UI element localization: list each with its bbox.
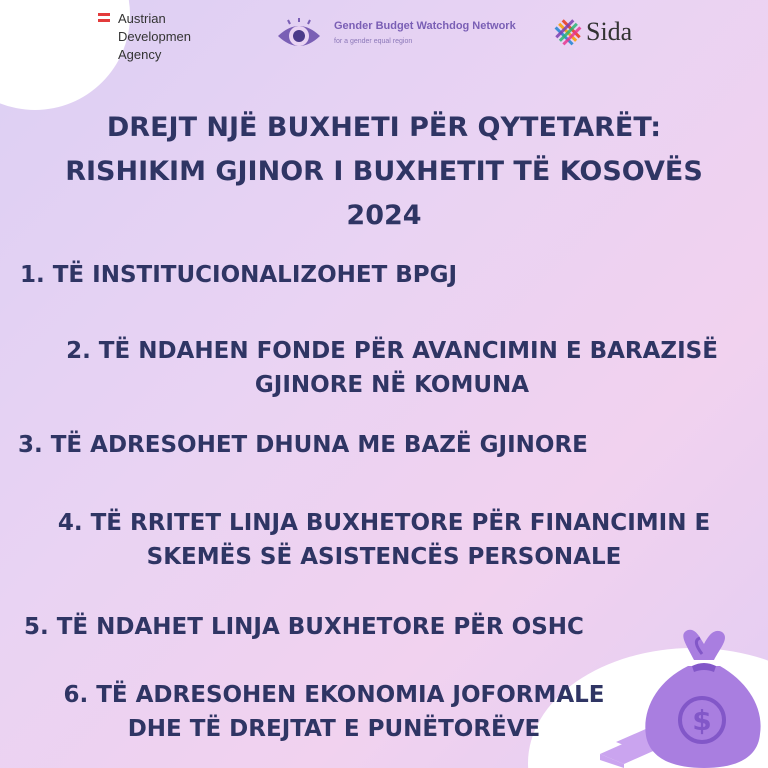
recommendation-item [24, 610, 584, 644]
eye-icon [276, 18, 322, 54]
item-line: 5. TË NDAHET LINJA BUXHETORE PËR OSHC [24, 614, 584, 640]
item-line: GJINORE NË KOMUNA [254, 372, 530, 398]
recommendation-item [14, 678, 654, 746]
item-line: SKEMËS SË ASISTENCËS PERSONALE [146, 544, 622, 570]
recommendation-item [16, 334, 768, 402]
item-line: 3. TË ADRESOHET DHUNA ME BAZË GJINORE [18, 432, 588, 458]
title-line: 2024 [346, 200, 422, 231]
austria-flag-icon [98, 13, 110, 22]
recommendation-item [18, 428, 588, 462]
sida-emblem-icon [552, 16, 584, 48]
ada-line: Developmen [118, 29, 191, 44]
item-line: 1. TË INSTITUCIONALIZOHET BPGJ [20, 262, 458, 288]
dollar-icon: $ [692, 704, 712, 737]
recommendation-item [20, 258, 457, 292]
item-line: 4. TË RRITET LINJA BUXHETORE PËR FINANCIMIN E [57, 510, 711, 536]
recommendation-item [14, 506, 754, 574]
item-line: 2. TË NDAHEN FONDE PËR AVANCIMIN E BARAZISË [66, 338, 718, 364]
gbwn-name: Gender Budget Watchdog Network [334, 20, 516, 32]
page-title [20, 106, 748, 238]
gbwn-tagline: for a gender equal region [334, 38, 413, 45]
item-line: 6. TË ADRESOHEN EKONOMIA JOFORMALE [63, 682, 605, 708]
title-line: RISHIKIM GJINOR I BUXHETIT TË KOSOVËS [65, 156, 703, 187]
sida-name: Sida [586, 17, 633, 46]
item-line: DHE TË DREJTAT E PUNËTORËVE [127, 716, 541, 742]
ada-logo-text [118, 10, 228, 64]
title-line: DREJT NJË BUXHETI PËR QYTETARËT: [106, 112, 662, 143]
ada-line: Agency [118, 47, 162, 62]
money-bag-icon [596, 626, 766, 768]
ada-line: Austrian [118, 11, 166, 26]
decor-blob-top-left [0, 0, 130, 110]
